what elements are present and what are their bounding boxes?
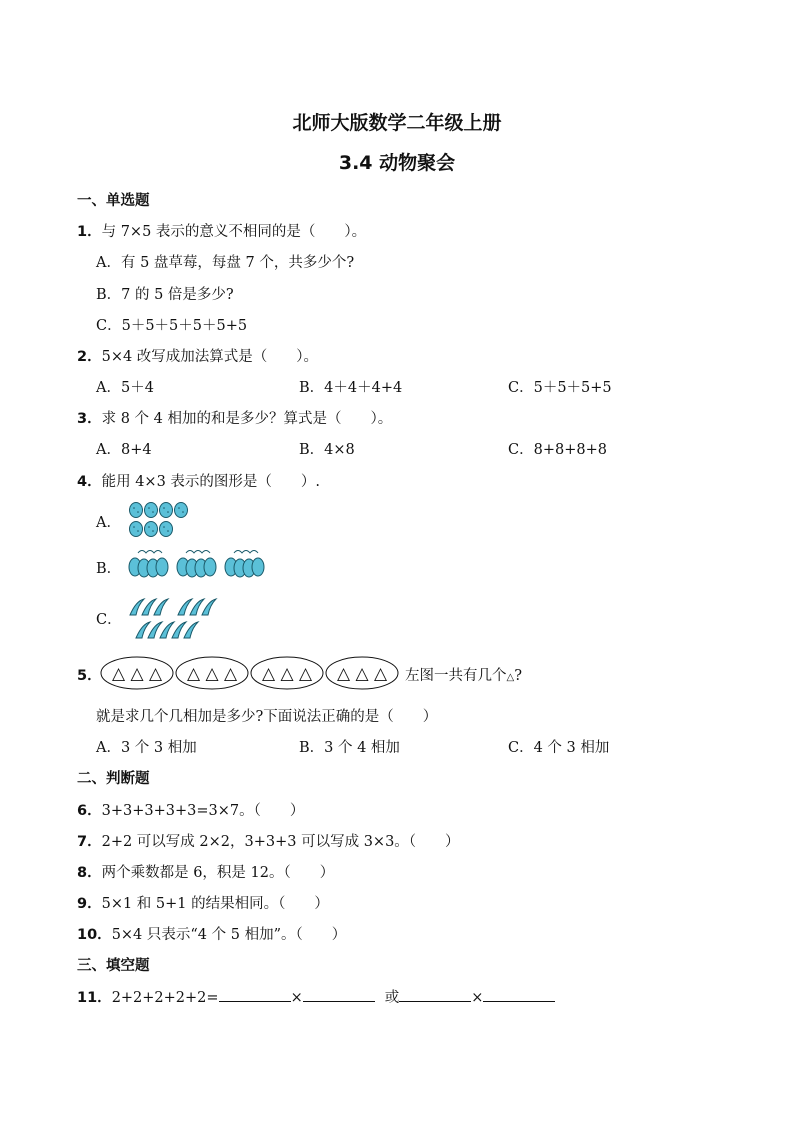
q3-option-a[interactable]: A．8+4: [96, 442, 152, 458]
q4-option-b[interactable]: B．: [96, 561, 122, 577]
q1-option-b[interactable]: B．7 的 5 倍是多少?: [96, 287, 234, 303]
q5-option-a[interactable]: A．3 个 3 相加: [96, 740, 197, 756]
q5-option-b[interactable]: B．3 个 4 相加: [299, 740, 400, 756]
question-text: 两个乘数都是 6，积是 12。（ ）: [101, 865, 335, 881]
question-3: [77, 407, 392, 428]
question-text: 2+2+2+2+2=: [111, 990, 219, 1006]
answer-blank-2[interactable]: [303, 987, 375, 1002]
section-heading-fill-blank: 三、填空题: [77, 958, 150, 974]
question-5-text: [405, 664, 522, 685]
question-number: 10．: [77, 927, 112, 943]
triangle-group-1: △ △ △: [111, 664, 163, 684]
q1-option-a[interactable]: A．有 5 盘草莓，每盘 7 个，共多少个?: [96, 255, 355, 271]
question-5-number: [77, 664, 102, 685]
question-number: 8．: [77, 865, 102, 881]
page-title: 北师大版数学二年级上册: [292, 112, 502, 134]
question-2: [77, 345, 318, 366]
q3-option-b[interactable]: B．4×8: [299, 442, 355, 458]
or-word: 或: [384, 990, 400, 1006]
section-heading-true-false: 二、判断题: [77, 771, 150, 787]
page-subtitle: 3.4 动物聚会: [338, 152, 456, 174]
question-11: [77, 986, 555, 1007]
q3-option-c[interactable]: C．8+8+8+8: [508, 442, 607, 458]
times-sign: ×: [471, 990, 484, 1006]
question-4: [77, 470, 320, 491]
question-number: 1．: [77, 224, 102, 240]
q2-option-b[interactable]: B．4＋4＋4+4: [299, 380, 403, 396]
question-number: 6．: [77, 803, 102, 819]
question-10: [77, 923, 346, 944]
small-triangle-icon: △: [506, 672, 515, 683]
question-text: 5×4 改写成加法算式是（ ）。: [101, 349, 319, 365]
q4-option-c[interactable]: C．: [96, 612, 122, 628]
question-text: 2+2 可以写成 2×2，3+3+3 可以写成 3×3。（ ）: [101, 834, 460, 850]
question-text: 与 7×5 表示的意义不相同的是（ ）。: [101, 224, 367, 240]
question-number: 5．: [77, 668, 102, 684]
question-1: [77, 220, 366, 241]
question-text: 5×4 只表示“4 个 5 相加”。（ ）: [111, 927, 347, 943]
triangle-group-4: △ △ △: [336, 664, 388, 684]
section-heading-single-choice: 一、单选题: [77, 193, 150, 209]
question-5-text-2: 就是求几个几相加是多少?下面说法正确的是（ ）: [96, 709, 438, 725]
question-text: 左图一共有几个: [405, 668, 507, 684]
question-text: 3+3+3+3+3=3×7。（ ）: [101, 803, 305, 819]
q2-option-c[interactable]: C．5＋5＋5+5: [508, 380, 612, 396]
question-6: [77, 799, 304, 820]
question-number: 4．: [77, 474, 102, 490]
question-7: [77, 830, 460, 851]
answer-blank-1[interactable]: [219, 987, 291, 1002]
question-number: 3．: [77, 411, 102, 427]
strawberry-group-image: [128, 500, 194, 538]
triangle-group-2: △ △ △: [186, 664, 238, 684]
question-text: 求 8 个 4 相加的和是多少？算式是（ ）。: [101, 411, 393, 427]
fruit-bunches-image: [126, 547, 272, 581]
question-number: 2．: [77, 349, 102, 365]
question-9: [77, 892, 329, 913]
q4-option-a[interactable]: A．: [96, 515, 121, 531]
q1-option-c[interactable]: C．5＋5＋5＋5＋5+5: [96, 318, 248, 334]
question-text-tail: ?: [514, 668, 522, 684]
question-text: 5×1 和 5+1 的结果相同。（ ）: [101, 896, 329, 912]
triangle-group-3: △ △ △: [261, 664, 313, 684]
question-number: 11．: [77, 990, 112, 1006]
triangle-groups-image: [100, 655, 400, 691]
q5-option-c[interactable]: C．4 个 3 相加: [508, 740, 610, 756]
pepper-group-image: [126, 597, 222, 641]
question-text: 能用 4×3 表示的图形是（ ）.: [101, 474, 321, 490]
answer-blank-4[interactable]: [483, 987, 555, 1002]
answer-blank-3[interactable]: [399, 987, 471, 1002]
question-number: 9．: [77, 896, 102, 912]
question-8: [77, 861, 334, 882]
q2-option-a[interactable]: A．5＋4: [96, 380, 154, 396]
times-sign: ×: [290, 990, 303, 1006]
question-number: 7．: [77, 834, 102, 850]
